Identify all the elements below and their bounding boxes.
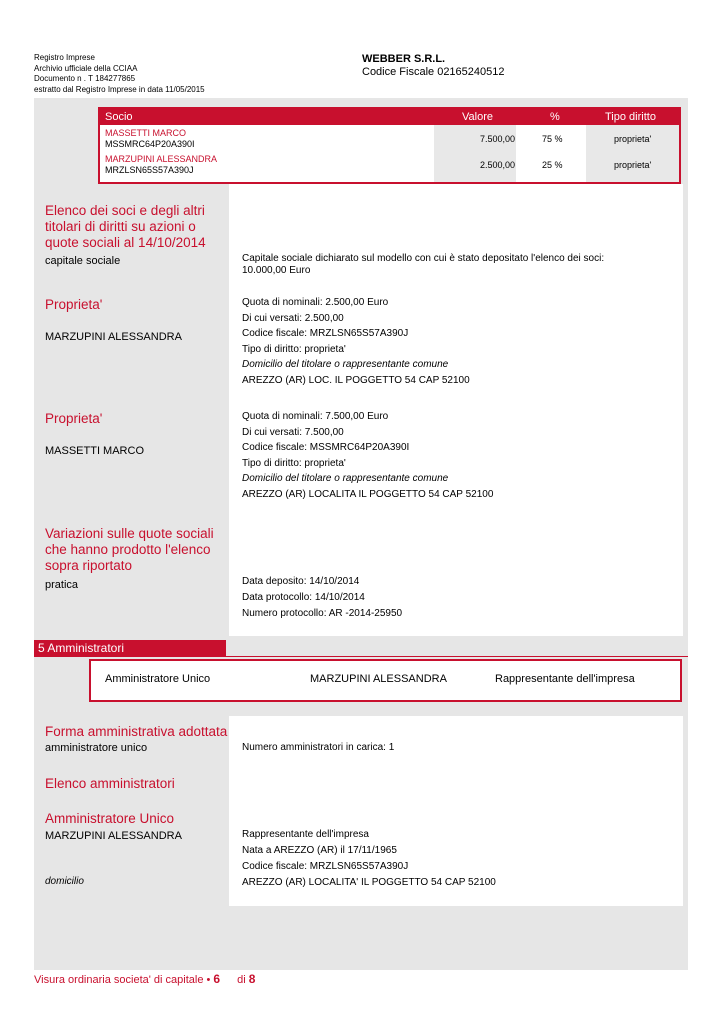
- title-line: che hanno prodotto l'elenco: [45, 542, 211, 557]
- percent-cell: 25 %: [542, 160, 563, 170]
- detail-line: Tipo di diritto: proprieta': [242, 457, 346, 469]
- proprieta-details: [242, 409, 493, 502]
- valore-cell: 2.500,00: [479, 160, 515, 170]
- title-line: Variazioni sulle quote sociali: [45, 526, 214, 541]
- detail-line: Di cui versati: 2.500,00: [242, 312, 344, 324]
- detail-line: Codice fiscale: MRZLSN65S57A390J: [242, 328, 409, 339]
- registry-header: [34, 53, 205, 95]
- detail-line: Tipo di diritto: proprieta': [242, 343, 346, 355]
- detail-line: Codice fiscale: MSSMRC64P20A390I: [242, 442, 410, 453]
- percent-cell: 75 %: [542, 134, 563, 144]
- socio-name: MARZUPINI ALESSANDRA: [105, 154, 218, 164]
- page-of: di: [237, 974, 246, 986]
- section-5-header: [34, 640, 226, 657]
- detail-line: Data deposito: 14/10/2014: [242, 576, 360, 587]
- domicilio-label: Domicilio del titolare o rappresentante comune: [242, 359, 449, 370]
- elenco-soci-title: [45, 203, 206, 251]
- section-divider: [34, 656, 688, 657]
- section-5-title: 5 Amministratori: [38, 641, 125, 655]
- proprieta-title: Proprieta': [45, 411, 103, 426]
- socio-cell: [105, 128, 195, 150]
- variazioni-title: [45, 526, 214, 574]
- table-row: [100, 153, 679, 179]
- table-header: [100, 109, 679, 125]
- proprieta-title: Proprieta': [45, 297, 103, 312]
- amm-role: Amministratore Unico: [105, 673, 211, 685]
- detail-line: Nata a AREZZO (AR) il 17/11/1965: [242, 845, 397, 856]
- capitale-sociale-text: [242, 253, 604, 277]
- page-number: 6: [213, 972, 221, 986]
- title-line: Elenco dei soci e degli altri: [45, 203, 205, 218]
- detail-line: Quota di nominali: 2.500,00 Euro: [242, 297, 389, 308]
- amm-unico-details: [242, 827, 496, 891]
- socio-cell: [105, 154, 217, 176]
- detail-line: Di cui versati: 7.500,00: [242, 426, 344, 438]
- header-percent: %: [550, 111, 560, 123]
- domicilio-label: domicilio: [45, 876, 84, 887]
- header-valore: Valore: [462, 111, 493, 123]
- title-line: titolari di diritti su azioni o: [45, 219, 196, 234]
- socio-cf: MRZLSN65S57A390J: [105, 165, 194, 175]
- header-line: Documento n . T 184277865: [34, 74, 136, 83]
- codice-fiscale: Codice Fiscale 02165240512: [362, 66, 505, 78]
- detail-line: Rappresentante dell'impresa: [242, 829, 369, 840]
- amministratori-box: [89, 659, 682, 702]
- detail-line: Numero protocollo: AR -2014-25950: [242, 608, 403, 619]
- proprieta-details: [242, 295, 470, 388]
- address: AREZZO (AR) LOC. IL POGGETTO 54 CAP 52100: [242, 374, 470, 386]
- company-name: WEBBER S.R.L.: [362, 53, 446, 65]
- title-line: sopra riportato: [45, 558, 133, 573]
- socio-cf: MSSMRC64P20A390I: [105, 139, 195, 149]
- detail-line: Data protocollo: 14/10/2014: [242, 592, 365, 603]
- amm-name: MARZUPINI ALESSANDRA: [310, 673, 447, 685]
- title-line: quote sociali al 14/10/2014: [45, 235, 206, 250]
- page-footer: [34, 972, 255, 986]
- text-line: Capitale sociale dichiarato sul modello con cui è stato depositato l'elenco dei soci:: [242, 253, 605, 264]
- owner-name: MARZUPINI ALESSANDRA: [45, 331, 182, 343]
- address: AREZZO (AR) LOCALITA IL POGGETTO 54 CAP 52100: [242, 488, 494, 500]
- forma-label: amministratore unico: [45, 742, 148, 754]
- socio-name: MASSETTI MARCO: [105, 128, 187, 138]
- elenco-amm-title: Elenco amministratori: [45, 776, 175, 791]
- capitale-sociale-label: capitale sociale: [45, 255, 121, 267]
- header-tipo-diritto: Tipo diritto: [605, 111, 656, 123]
- tipo-cell: proprieta': [614, 134, 652, 144]
- table-row: [100, 127, 679, 153]
- pratica-label: pratica: [45, 579, 79, 591]
- amm-unico-name: MARZUPINI ALESSANDRA: [45, 830, 182, 842]
- valore-cell: 7.500,00: [479, 134, 515, 144]
- company-header: [362, 53, 505, 79]
- soci-table: [98, 107, 681, 184]
- header-line: Registro Imprese: [34, 53, 95, 62]
- domicilio-label: Domicilio del titolare o rappresentante comune: [242, 473, 449, 484]
- text-line: 10.000,00 Euro: [242, 265, 311, 276]
- detail-line: Codice fiscale: MRZLSN65S57A390J: [242, 861, 409, 872]
- tipo-cell: proprieta': [614, 160, 652, 170]
- forma-text: Numero amministratori in carica: 1: [242, 742, 395, 753]
- address: AREZZO (AR) LOCALITA' IL POGGETTO 54 CAP 52100: [242, 877, 496, 888]
- header-line: estratto dal Registro Imprese in data 11/05/2015: [34, 84, 205, 94]
- pratica-details: [242, 574, 402, 622]
- forma-title: Forma amministrativa adottata: [45, 724, 228, 739]
- header-socio: Socio: [105, 111, 133, 123]
- amm-qualifica: Rappresentante dell'impresa: [495, 673, 635, 685]
- footer-text: Visura ordinaria societa' di capitale •: [34, 974, 214, 986]
- detail-line: Quota di nominali: 7.500,00 Euro: [242, 411, 389, 422]
- page-total: 8: [248, 972, 256, 986]
- header-line: Archivio ufficiale della CCIAA: [34, 63, 138, 73]
- owner-name: MASSETTI MARCO: [45, 445, 145, 457]
- amm-unico-title: Amministratore Unico: [45, 811, 175, 826]
